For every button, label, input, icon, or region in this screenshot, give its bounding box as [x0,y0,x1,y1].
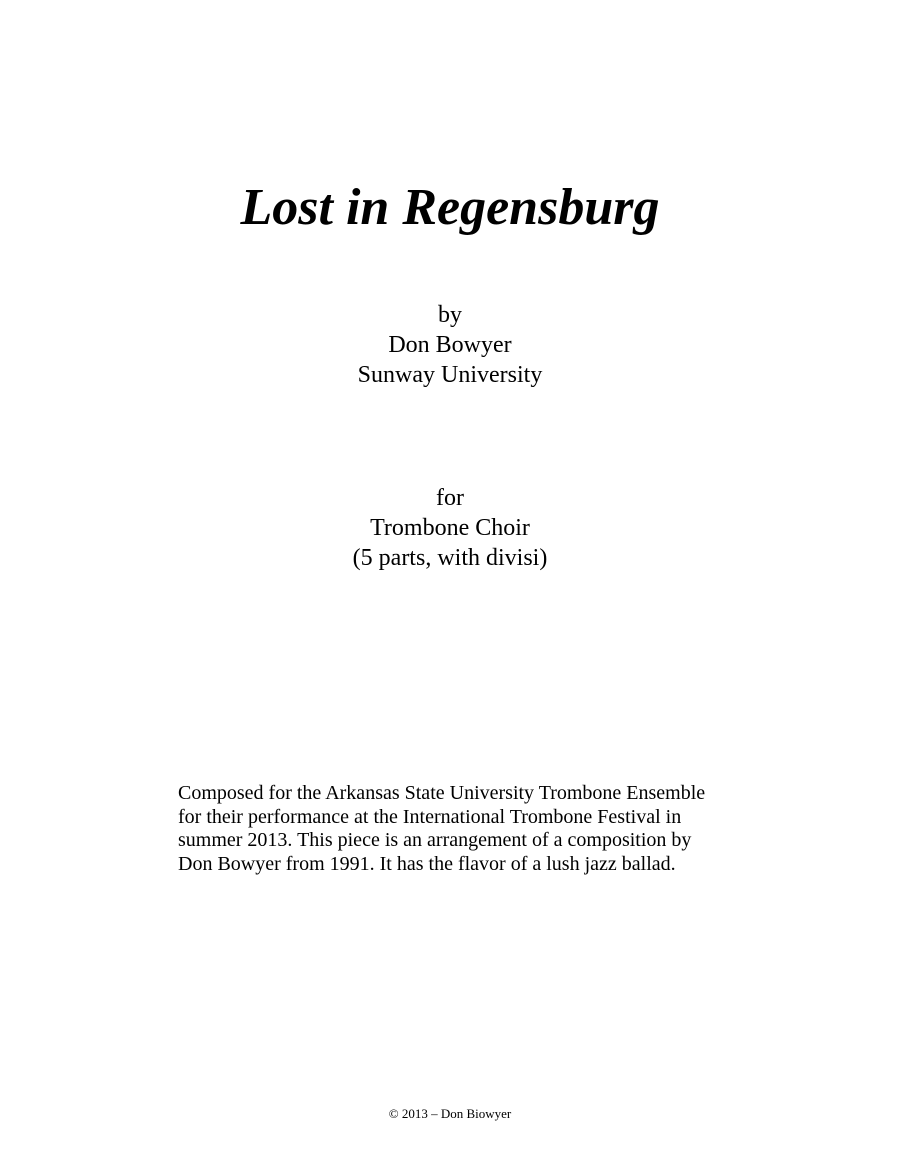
byline [0,300,900,390]
author-affiliation: Sunway University [357,362,543,388]
ensemble-name: Trombone Choir [370,515,530,541]
parts-note: (5 parts, with divisi) [352,545,548,571]
description-line: Don Bowyer from 1991. It has the flavor of a lush jazz ballad. [178,852,676,875]
description-line: for their performance at the International Trombone Festival in [178,805,682,828]
author-name: Don Bowyer [388,332,512,358]
description-paragraph [178,782,778,876]
description-line: summer 2013. This piece is an arrangement of a composition by [178,829,692,851]
copyright-notice: © 2013 – Don Biowyer [388,1106,512,1121]
page-title: Lost in Regensburg [240,179,660,236]
by-label: by [438,302,462,328]
description-line: Composed for the Arkansas State University Trombone Ensemble [178,782,706,804]
instrumentation [0,483,900,573]
for-label: for [436,485,464,511]
